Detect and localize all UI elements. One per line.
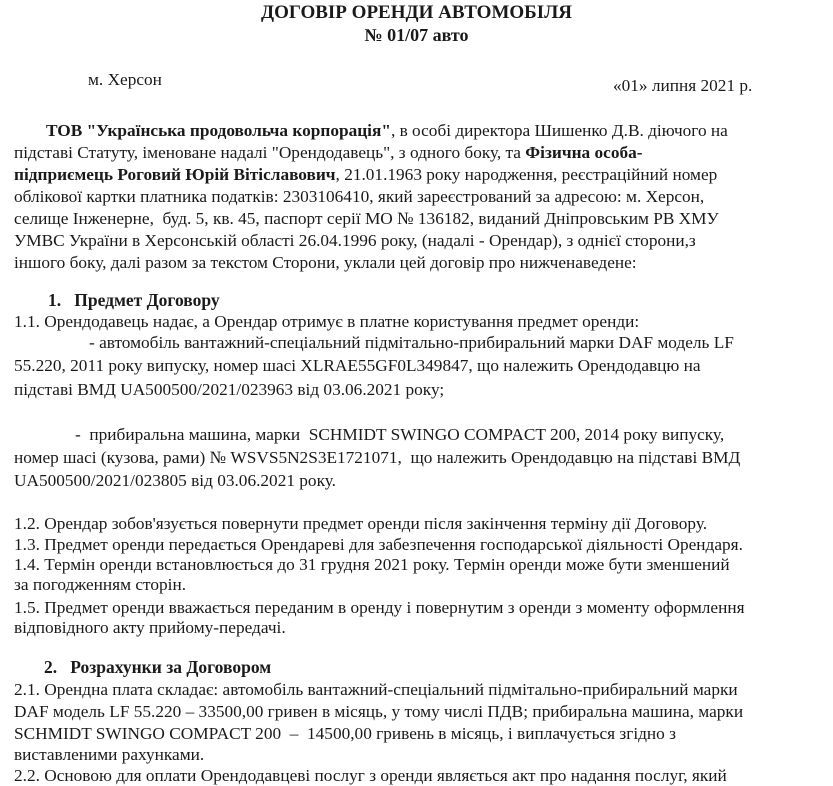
clause-2-1-line-1: 2.1. Орендна плата складає: автомобіль вантажний-спеціальний підмітально-прибиральний марки [14,680,738,699]
tenant-name: підприємець Роговий Юрій Вітіславович [14,165,336,184]
contract-date: «01» липня 2021 р. [613,76,753,95]
clause-1-4-line-1: 1.4. Термін оренди встановлюється до 31 грудня 2021 року. Термін оренди може бути зменшений [14,555,730,574]
clause-2-1-line-3: SCHMIDT SWINGO COMPACT 200 – 14500,00 гривень в місяць, і виплачується згідно з [14,724,676,743]
city: м. Херсон [88,70,162,89]
document-title: ДОГОВІР ОРЕНДИ АВТОМОБІЛЯ [261,2,572,23]
company-name: ТОВ "Українська продовольча корпорація" [46,121,391,140]
clause-1-1: 1.1. Орендодавець надає, а Орендар отримує в платне користування предмет оренди: [14,312,640,331]
preamble-line-6: УМВС України в Херсонській області 26.04.1996 року, (надалі - Орендар), з однієї сторони,з [14,231,696,250]
preamble-line-4: облікової картки платника податків: 2303106410, який зареєстрований за адресою: м. Херсон, [14,187,705,206]
item-1-line-1: - автомобіль вантажний-спеціальний підмітально-прибиральний марки DAF модель LF [89,333,734,352]
clause-1-4-line-2: за погодженням сторін. [14,575,187,594]
preamble-line-2 [14,143,643,163]
clause-1-2: 1.2. Орендар зобов'язується повернути предмет оренди після закінчення терміну дії Договору. [14,514,708,533]
item-2-line-3: UA500500/2021/023805 від 03.06.2021 року. [14,471,336,490]
preamble-text: , 21.01.1963 року народження, реєстраційний номер [335,165,718,184]
section-1-heading: 1. Предмет Договору [48,290,220,310]
preamble-text: , в особі директора Шишенко Д.В. діючого на [390,121,728,140]
item-2-line-1: - прибиральна машина, марки SCHMIDT SWINGO COMPACT 200, 2014 року випуску, [75,425,725,444]
clause-2-2-line-1: 2.2. Основою для оплати Орендодавцеві послуг з оренди являється акт про надання послуг, який [14,766,727,785]
clause-1-3: 1.3. Предмет оренди передається Орендареві для забезпечення господарської діяльності Орендаря. [14,535,743,554]
preamble-line-7: іншого боку, далі разом за текстом Сторони, уклали цей договір про нижченаведене: [14,253,637,272]
document-number: № 01/07 авто [364,25,469,45]
preamble-line-1 [46,121,728,141]
section-2-heading: 2. Розрахунки за Договором [44,657,272,677]
item-1-line-3: підставі ВМД UA500500/2021/023963 від 03.06.2021 року; [14,380,445,399]
tenant-label: Фізична особа- [525,143,643,162]
clause-1-5-line-2: відповідного акту прийому-передачі. [14,618,286,637]
clause-2-1-line-2: DAF модель LF 55.220 – 33500,00 гривен в місяць, у тому числі ПДВ; прибиральна машина, марки [14,702,744,721]
preamble-line-3 [14,165,717,185]
item-1-line-2: 55.220, 2011 року випуску, номер шасі XLRAE55GF0L349847, що належить Орендодавцю на [14,356,701,375]
item-2-line-2: номер шасі (кузова, рами) № WSVS5N2S3E1721071, що належить Орендодавцю на підставі ВМД [14,448,741,467]
clause-2-1-line-4: виставленими рахунками. [14,745,205,764]
preamble-line-5: селище Інженерне, буд. 5, кв. 45, паспорт серії МО № 136182, виданий Дніпровським РВ ХМУ [14,209,719,228]
clause-1-5-line-1: 1.5. Предмет оренди вважається переданим в оренду і повернутим з оренди з моменту оформлення [14,598,745,617]
preamble-text: підставі Статуту, іменоване надалі "Орендодавець", з одного боку, та [14,143,526,162]
